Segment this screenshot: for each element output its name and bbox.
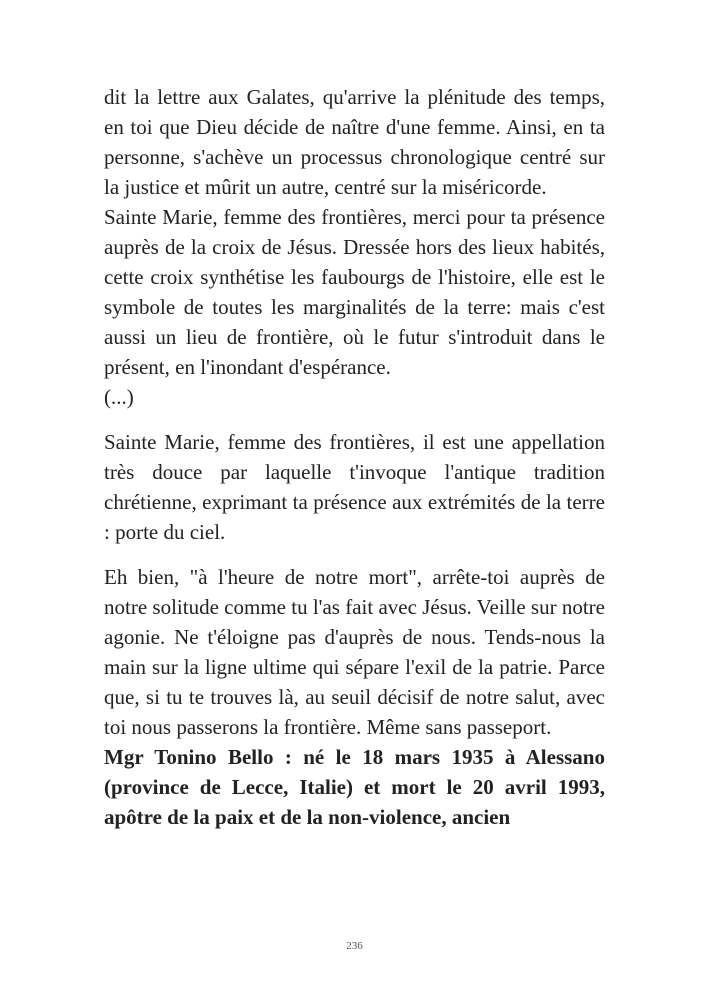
author-bio: Mgr Tonino Bello : né le 18 mars 1935 à Alessano (province de Lecce, Italie) et mort le 20 avril 1993, apôtre de la paix et de la non-violence, ancien [104,745,605,829]
page-number: 236 [346,940,363,952]
paragraph-croix: Sainte Marie, femme des frontières, merci pour ta présence auprès de la croix de Jésus. Dressée hors des lieux habités, cette croix synthétise les faubourgs de l'histoire, elle est le symbole de toutes les marginalités de la terre: mais c'est aussi un lieu de frontière, où le futur s'introduit dans le présent, en l'inondant d'espérance. [104,205,605,379]
page-body [104,82,605,832]
paragraph-galates: dit la lettre aux Galates, qu'arrive la plénitude des temps, en toi que Dieu décide de naître d'une femme. Ainsi, en ta personne, s'achève un processus chronologique centré sur la justice et mûrit un autre, centré sur la miséricorde. [104,85,605,199]
paragraph-porte-du-ciel: Sainte Marie, femme des frontières, il est une appellation très douce par laquelle t'invoque l'antique tradition chrétienne, exprimant ta présence aux extrémités de la terre : porte du ciel. [104,430,605,544]
paragraph-ellipsis: (...) [104,385,134,409]
paragraph-heure-de-notre-mort: Eh bien, "à l'heure de notre mort", arrête-toi auprès de notre solitude comme tu l'as fait avec Jésus. Veille sur notre agonie. Ne t'éloigne pas d'auprès de nous. Tends-nous la main sur la ligne ultime qui sépare l'exil de la patrie. Parce que, si tu te trouves là, au seuil décisif de notre salut, avec toi nous passerons la frontière. Même sans passeport. [104,565,605,739]
